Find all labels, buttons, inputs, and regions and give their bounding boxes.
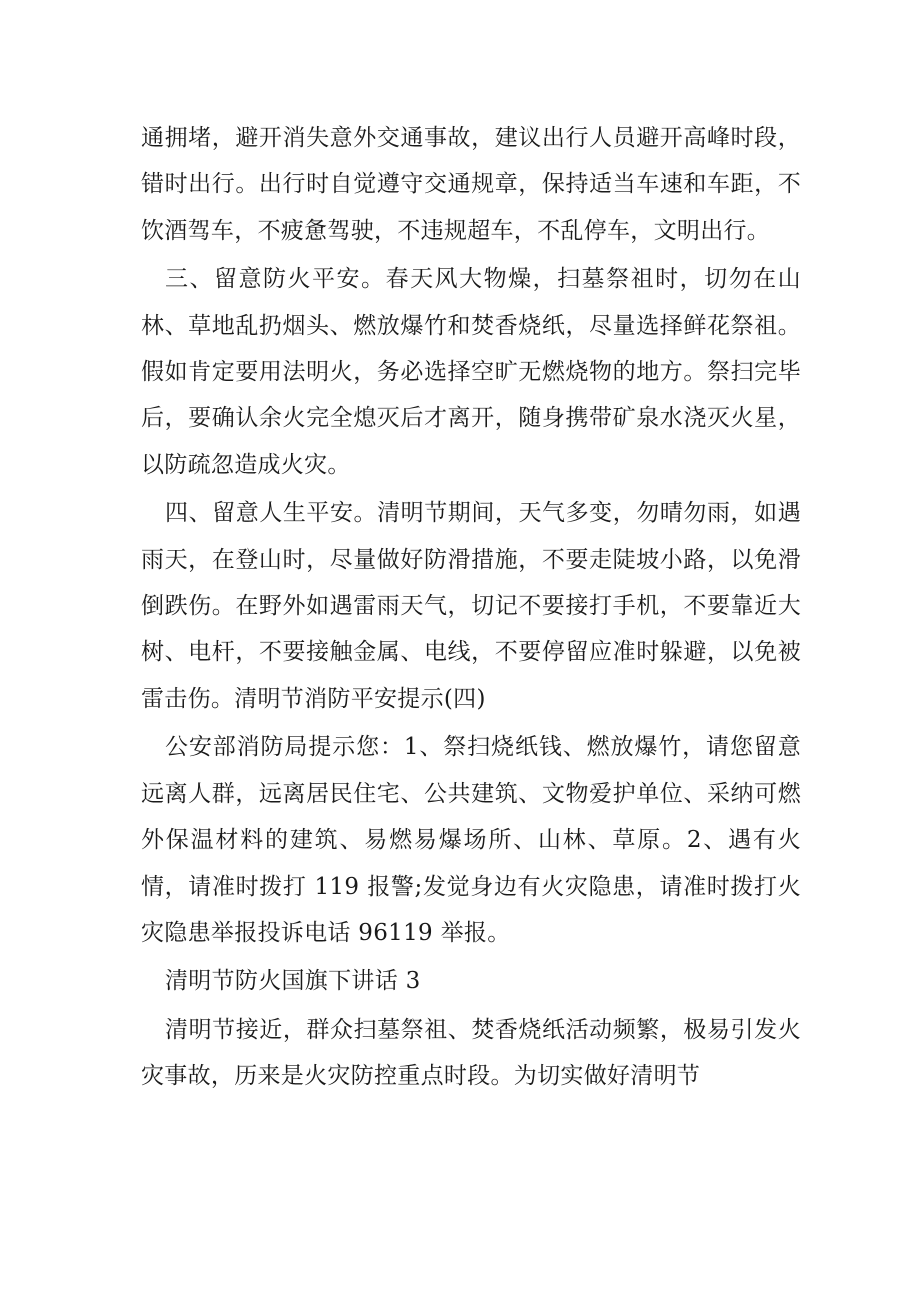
paragraph-personal-safety: 四、留意人生平安。清明节期间，天气多变，勿晴勿雨，如遇雨天，在登山时，尽量做好防滑措施，不要走陡坡小路，以免滑倒跌伤。在野外如遇雷雨天气，切记不要接打手机，不要靠近大树、电杆，不要接触金属、电线，不要停留应准时躲避，以免被雷击伤。清明节消防平安提示(四) [141,500,801,712]
paragraph-fire-safety: 三、留意防火平安。春天风大物燥，扫墓祭祖时，切勿在山林、草地乱扔烟头、燃放爆竹和焚香烧纸，尽量选择鲜花祭祖。假如肯定要用法明火，务必选择空旷无燃烧物的地方。祭扫完毕后，要确认余火完全熄灭后才离开，随身携带矿泉水浇灭火星，以防疏忽造成火灾。 [141,266,801,478]
section-heading: 清明节防火国旗下讲话 3 [165,968,421,995]
document-body [141,115,801,1102]
paragraph-speech-intro: 清明节接近，群众扫墓祭祖、焚香烧纸活动频繁，极易引发火灾事故，历来是火灾防控重点时段。为切实做好清明节 [141,1016,801,1090]
paragraph-fire-bureau-tips: 公安部消防局提示您：1、祭扫烧纸钱、燃放爆竹，请您留意远离人群，远离居民住宅、公共建筑、文物爱护单位、采纳可燃外保温材料的建筑、易燃易爆场所、山林、草原。2、遇有火情，请准时拨打 119 报警;发觉身边有火灾隐患，请准时拨打火灾隐患举报投诉电话 96119 举报。 [141,734,801,946]
paragraph-traffic: 通拥堵，避开消失意外交通事故，建议出行人员避开高峰时段，错时出行。出行时自觉遵守交通规章，保持适当车速和车距，不饮酒驾车，不疲惫驾驶，不违规超车，不乱停车，文明出行。 [141,125,801,244]
